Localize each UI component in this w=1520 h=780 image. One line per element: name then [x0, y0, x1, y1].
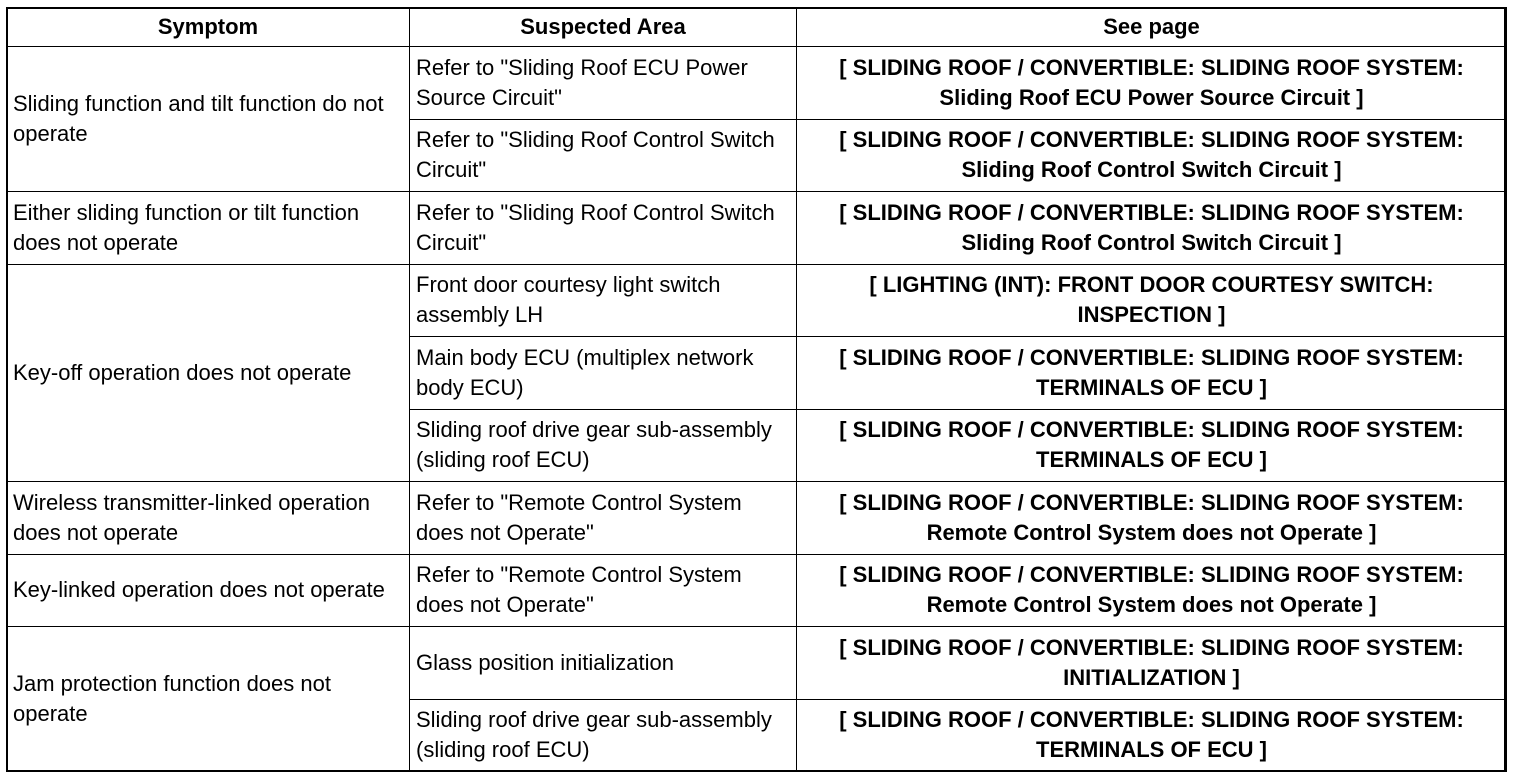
header-row	[7, 8, 1507, 47]
suspected-area-cell: Main body ECU (multiplex network body ECU)	[410, 337, 797, 410]
header-suspected-area: Suspected Area	[410, 8, 797, 47]
see-page-link[interactable]: [ SLIDING ROOF / CONVERTIBLE: SLIDING ROOF SYSTEM: Sliding Roof ECU Power Source Circuit ]	[797, 47, 1507, 120]
table-row	[7, 627, 1507, 700]
symptom-cell: Sliding function and tilt function do not operate	[7, 47, 410, 192]
suspected-area-cell: Glass position initialization	[410, 627, 797, 700]
suspected-area-cell: Refer to "Sliding Roof Control Switch Circuit"	[410, 119, 797, 192]
table-row	[7, 554, 1507, 627]
header-symptom: Symptom	[7, 8, 410, 47]
see-page-link[interactable]: [ SLIDING ROOF / CONVERTIBLE: SLIDING ROOF SYSTEM: Remote Control System does not Operate ]	[797, 482, 1507, 555]
symptom-cell: Wireless transmitter-linked operation does not operate	[7, 482, 410, 555]
see-page-link[interactable]: [ SLIDING ROOF / CONVERTIBLE: SLIDING ROOF SYSTEM: TERMINALS OF ECU ]	[797, 699, 1507, 772]
see-page-link[interactable]: [ LIGHTING (INT): FRONT DOOR COURTESY SWITCH: INSPECTION ]	[797, 264, 1507, 337]
see-page-link[interactable]: [ SLIDING ROOF / CONVERTIBLE: SLIDING ROOF SYSTEM: Sliding Roof Control Switch Circuit ]	[797, 192, 1507, 265]
header-see-page: See page	[797, 8, 1507, 47]
suspected-area-cell: Refer to "Sliding Roof ECU Power Source Circuit"	[410, 47, 797, 120]
suspected-area-cell: Sliding roof drive gear sub-assembly (sliding roof ECU)	[410, 699, 797, 772]
symptom-cell: Key-linked operation does not operate	[7, 554, 410, 627]
table-row	[7, 192, 1507, 265]
see-page-link[interactable]: [ SLIDING ROOF / CONVERTIBLE: SLIDING ROOF SYSTEM: Remote Control System does not Operate ]	[797, 554, 1507, 627]
see-page-link[interactable]: [ SLIDING ROOF / CONVERTIBLE: SLIDING ROOF SYSTEM: Sliding Roof Control Switch Circuit ]	[797, 119, 1507, 192]
suspected-area-cell: Refer to "Remote Control System does not Operate"	[410, 482, 797, 555]
symptom-cell: Jam protection function does not operate	[7, 627, 410, 772]
symptom-table	[6, 7, 1507, 772]
suspected-area-cell: Front door courtesy light switch assembly LH	[410, 264, 797, 337]
table-row	[7, 47, 1507, 120]
symptom-cell: Key-off operation does not operate	[7, 264, 410, 482]
table-row	[7, 482, 1507, 555]
see-page-link[interactable]: [ SLIDING ROOF / CONVERTIBLE: SLIDING ROOF SYSTEM: INITIALIZATION ]	[797, 627, 1507, 700]
suspected-area-cell: Sliding roof drive gear sub-assembly (sliding roof ECU)	[410, 409, 797, 482]
suspected-area-cell: Refer to "Remote Control System does not Operate"	[410, 554, 797, 627]
table-row	[7, 264, 1507, 337]
suspected-area-cell: Refer to "Sliding Roof Control Switch Circuit"	[410, 192, 797, 265]
see-page-link[interactable]: [ SLIDING ROOF / CONVERTIBLE: SLIDING ROOF SYSTEM: TERMINALS OF ECU ]	[797, 337, 1507, 410]
see-page-link[interactable]: [ SLIDING ROOF / CONVERTIBLE: SLIDING ROOF SYSTEM: TERMINALS OF ECU ]	[797, 409, 1507, 482]
symptom-cell: Either sliding function or tilt function does not operate	[7, 192, 410, 265]
